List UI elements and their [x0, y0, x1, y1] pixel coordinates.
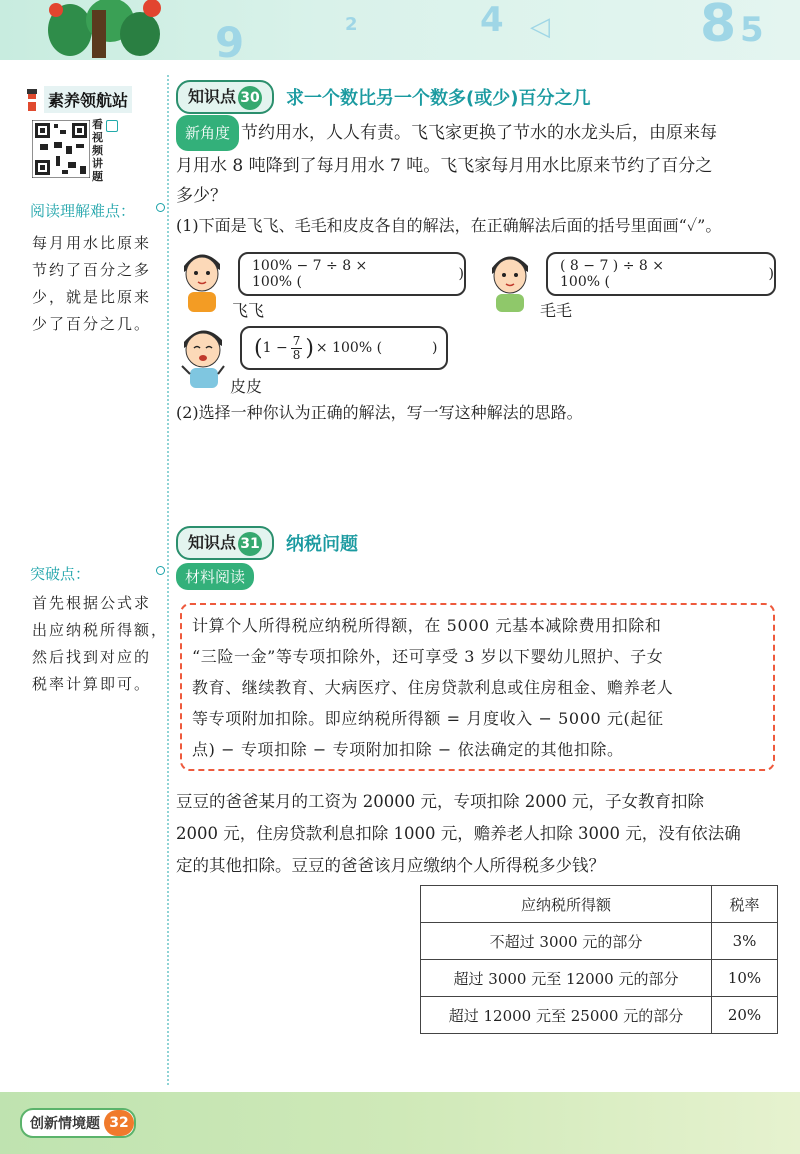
new-angle-tag: 新角度: [176, 115, 239, 151]
column-divider: [167, 75, 169, 1085]
table-row: 超过 3000 元至 12000 元的部分 10%: [421, 960, 778, 997]
header-tax-rate: 税率: [712, 886, 778, 923]
kp30-answer-area[interactable]: [176, 432, 776, 512]
table-header-row: [421, 886, 778, 923]
kp30-question-2: (2)选择一种你认为正确的解法，写一写这种解法的思路。: [176, 403, 583, 422]
breakthrough-heading: 突破点：: [30, 565, 91, 583]
triangle-icon: ◁: [530, 12, 550, 42]
plant-decoration-icon: [40, 0, 170, 58]
decor-digit-icon: 9: [215, 18, 245, 67]
table-row: 超过 12000 元至 25000 元的部分 20%: [421, 997, 778, 1034]
breakthrough-text: 首先根据公式求 出应纳税所得额， 然后找到对应的 税率计算即可。: [32, 594, 169, 693]
kp30-badge: 知识点 30: [176, 80, 274, 114]
station-title: 素养领航站: [44, 86, 132, 113]
station-header: [24, 86, 132, 113]
kp30-header: [176, 80, 590, 114]
maomao-solution-bubble: ( 8 − 7 ) ÷ 8 × 100% ( ): [546, 252, 776, 296]
pipi-avatar: [176, 320, 230, 388]
kp30-title: 求一个数比另一个数多(或少)百分之几: [286, 88, 591, 109]
play-icon: [106, 120, 118, 132]
decor-digit-icon: 4: [480, 0, 504, 40]
table-row: 不超过 3000 元的部分 3%: [421, 923, 778, 960]
reading-difficulty-heading: 阅读理解难点：: [30, 202, 136, 220]
qr-code-icon[interactable]: [32, 120, 90, 178]
decor-digit-icon: 2: [345, 14, 358, 35]
maomao-name: 毛毛: [540, 301, 573, 320]
reading-difficulty-text: 每月用水比原来 节约了百分之多 少，就是比原来 少了百分之几。: [32, 234, 152, 333]
kp31-problem: 豆豆的爸爸某月的工资为 20000 元，专项扣除 2000 元，子女教育扣除 2000 元，住房贷款利息扣除 1000 元，赡养老人扣除 3000 元，没有依法确 定的其他扣除。豆豆的爸爸该月应缴纳个人所得税多少钱？: [176, 792, 741, 875]
material-text: 计算个人所得税应纳税所得额，在 5000 元基本减除费用扣除和 “三险一金”等专项扣除外，还可享受 3 岁以下婴幼儿照护、子女 教育、继续教育、大病医疗、住房贷款利息或住房租金、赡养老人 等专项附加扣除。即应纳税所得额 = 月度收入 − 5000 元(起征 点) − 专项扣除 − 专项附加扣除 − 依法确定的其他扣除。: [192, 616, 674, 759]
fraction: $\frac{7}{8}$: [292, 333, 301, 362]
pipi-name: 皮皮: [230, 377, 263, 396]
tax-rate-table: [420, 885, 778, 1034]
kp31-header: [176, 526, 358, 560]
feifei-name: 飞飞: [232, 301, 265, 320]
header-taxable-income: 应纳税所得额: [421, 886, 712, 923]
dot-icon: [156, 566, 165, 575]
kp31-title: 纳税问题: [286, 534, 359, 555]
kp31-badge: 知识点 31: [176, 526, 274, 560]
maomao-avatar: [484, 244, 534, 312]
footer-label: 创新情境题 32: [20, 1108, 136, 1138]
decor-digit-icon: 8: [700, 0, 737, 54]
top-banner: [0, 0, 800, 67]
lighthouse-icon: [24, 89, 40, 111]
qr-caption: 看视频讲题: [92, 118, 103, 183]
feifei-avatar: [176, 244, 226, 312]
feifei-solution-bubble: 100% − 7 ÷ 8 × 100% ( ): [238, 252, 466, 296]
decor-digit-icon: 5: [740, 10, 764, 50]
material-reading-tag: 材料阅读: [176, 563, 254, 590]
dot-icon: [156, 203, 165, 212]
pipi-solution-bubble: ( 1 − $\frac{7}{8}$ ) × 100% ( ): [240, 326, 448, 370]
page-number: 32: [104, 1110, 134, 1136]
kp30-problem: 新角度 节约用水，人人有责。飞飞家更换了节水的水龙头后，由原来每 月用水 8 吨降到了每月用水 7 吨。飞飞家每月用水比原来节约了百分之 多少？ (1)下面是飞飞、毛毛和皮皮各自的解法，在正确解法后面的括号里面画“✓”。: [176, 115, 776, 241]
